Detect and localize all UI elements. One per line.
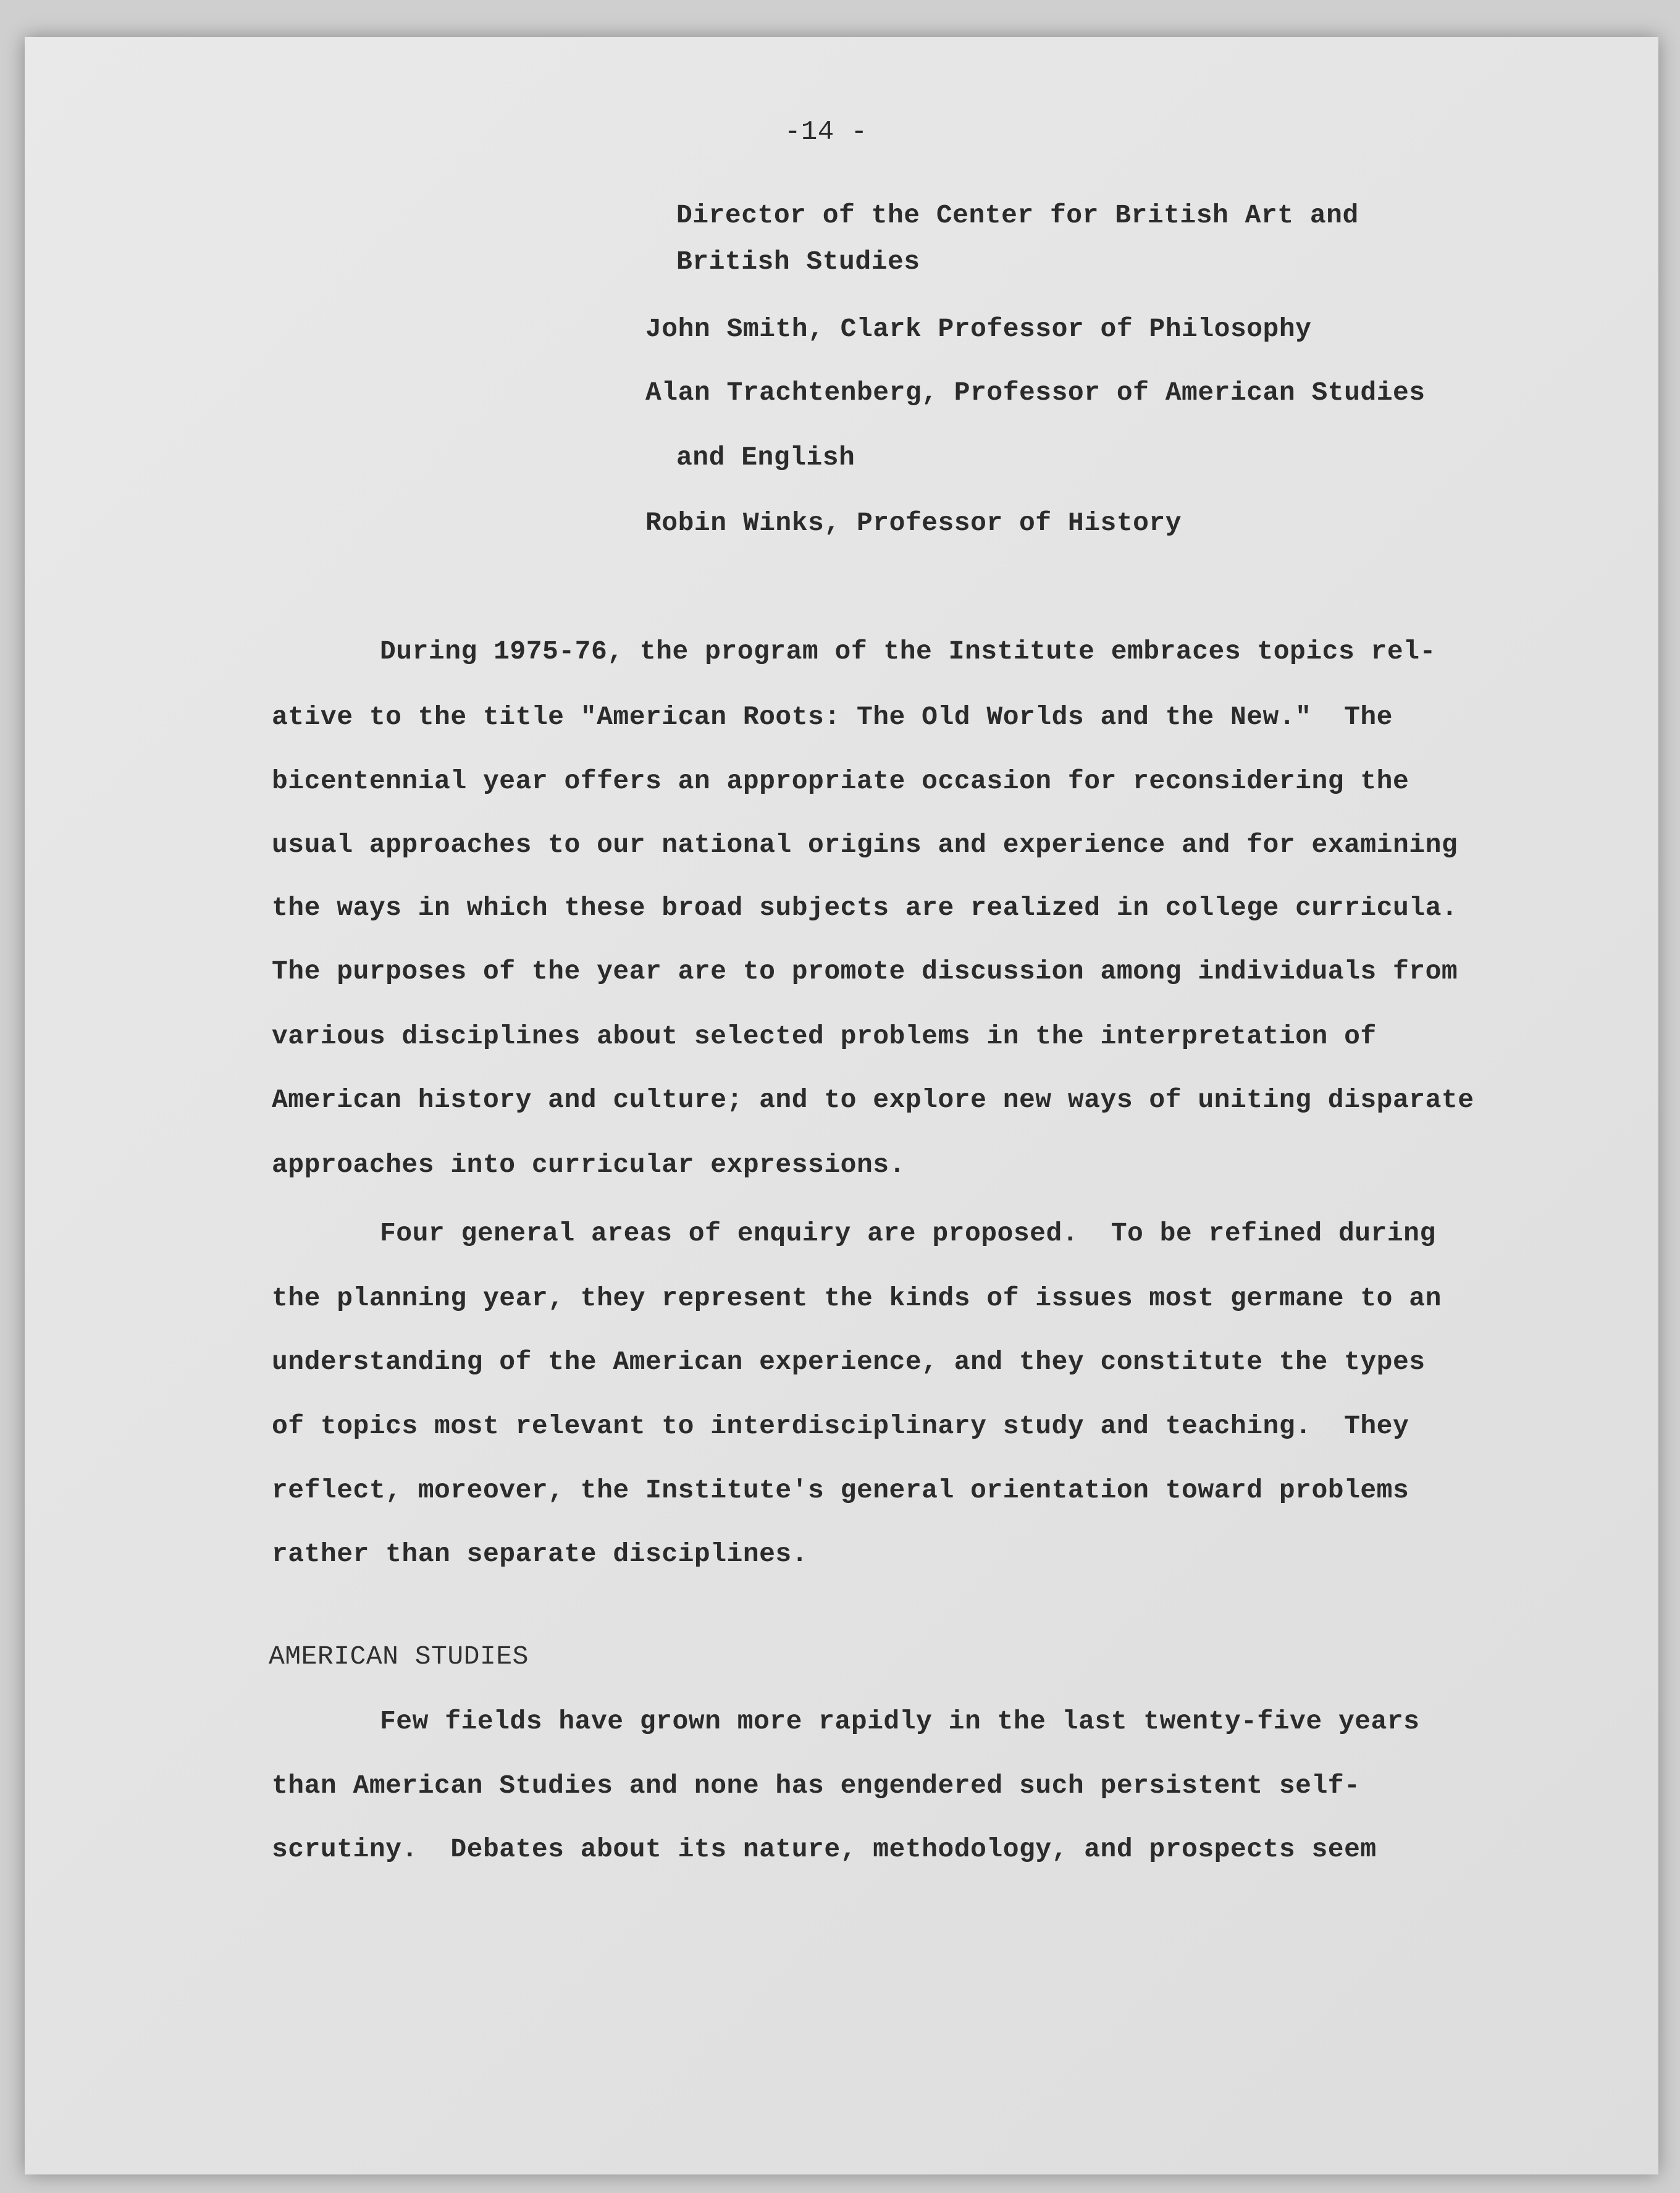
page-number: -14 - bbox=[784, 117, 868, 148]
paragraph-line: scrutiny. Debates about its nature, methodology, and prospects seem bbox=[272, 1834, 1377, 1864]
paragraph-line: the ways in which these broad subjects are realized in college curricula. bbox=[272, 893, 1458, 923]
personnel-line: Director of the Center for British Art and bbox=[676, 200, 1359, 230]
paragraph-line: the planning year, they represent the kinds of issues most germane to an bbox=[272, 1283, 1442, 1313]
personnel-line: Alan Trachtenberg, Professor of American Studies bbox=[645, 377, 1426, 408]
paragraph-line: of topics most relevant to interdisciplinary study and teaching. They bbox=[272, 1411, 1409, 1441]
personnel-line: and English bbox=[676, 442, 855, 473]
paragraph-line: During 1975-76, the program of the Institute embraces topics rel- bbox=[380, 636, 1436, 667]
paragraph-line: American history and culture; and to explore new ways of uniting disparate bbox=[272, 1085, 1474, 1115]
personnel-line: John Smith, Clark Professor of Philosophy bbox=[645, 314, 1312, 344]
section-heading: AMERICAN STUDIES bbox=[269, 1641, 529, 1672]
paragraph-line: Few fields have grown more rapidly in the last twenty-five years bbox=[380, 1706, 1420, 1736]
paragraph-line: usual approaches to our national origins and experience and for examining bbox=[272, 830, 1458, 860]
paragraph-line: approaches into curricular expressions. bbox=[272, 1150, 905, 1180]
paragraph-line: reflect, moreover, the Institute's general orientation toward problems bbox=[272, 1475, 1409, 1505]
paragraph-line: bicentennial year offers an appropriate occasion for reconsidering the bbox=[272, 766, 1409, 796]
personnel-line: Robin Winks, Professor of History bbox=[645, 508, 1182, 538]
personnel-line: British Studies bbox=[676, 246, 920, 277]
paragraph-line: ative to the title "American Roots: The Old Worlds and the New." The bbox=[272, 702, 1393, 732]
paragraph-line: than American Studies and none has engendered such persistent self- bbox=[272, 1770, 1361, 1801]
paragraph-line: The purposes of the year are to promote discussion among individuals from bbox=[272, 956, 1458, 987]
paragraph-line: Four general areas of enquiry are proposed. To be refined during bbox=[380, 1218, 1436, 1248]
paragraph-line: various disciplines about selected problems in the interpretation of bbox=[272, 1021, 1377, 1051]
paragraph-line: understanding of the American experience, and they constitute the types bbox=[272, 1347, 1426, 1377]
paragraph-line: rather than separate disciplines. bbox=[272, 1539, 808, 1569]
